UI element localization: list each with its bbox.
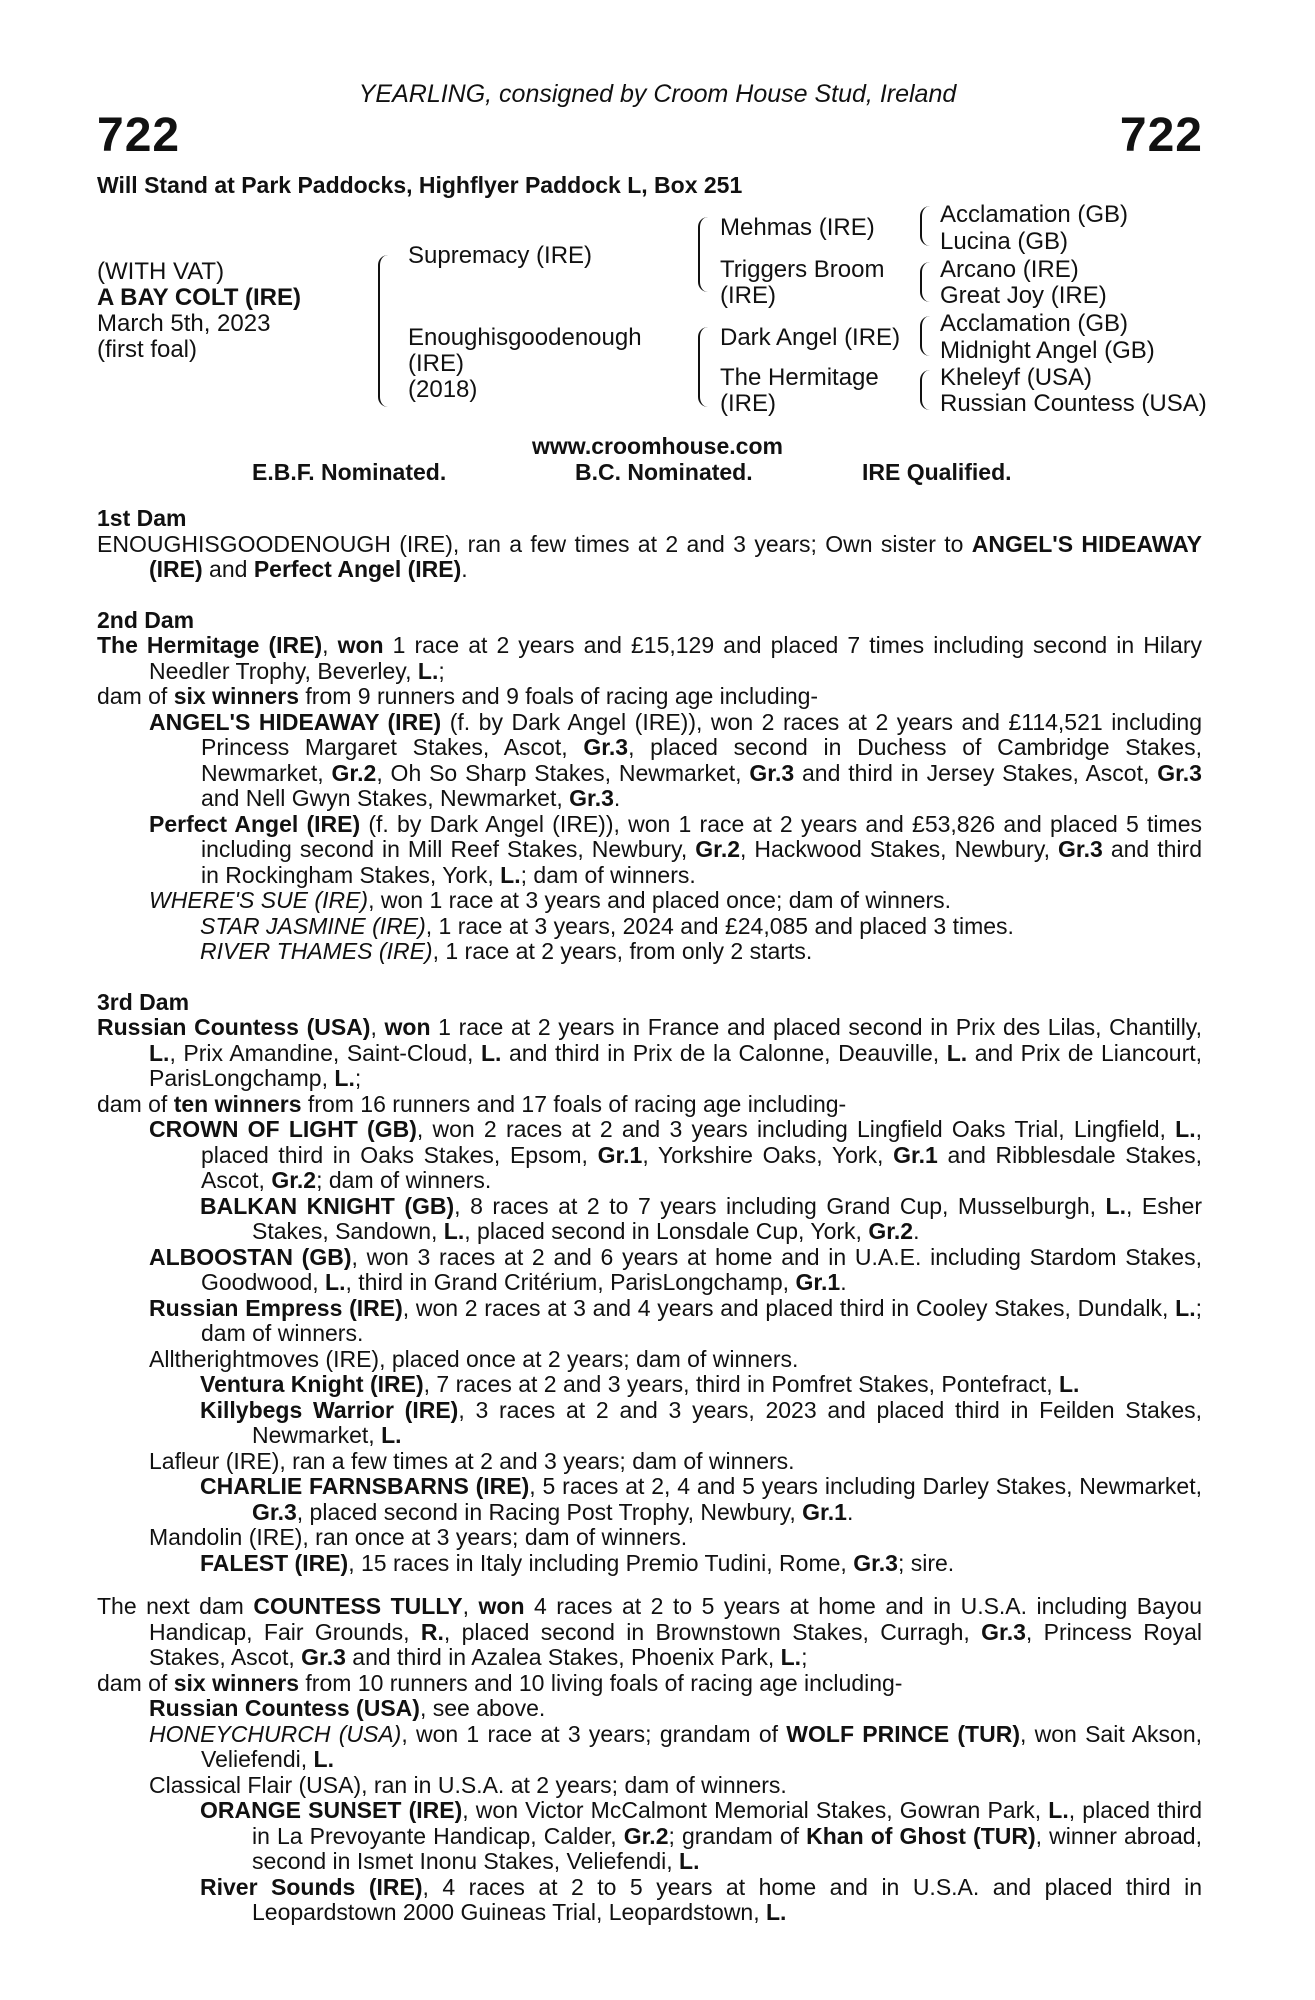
bold-text: Gr.3 <box>853 1549 898 1576</box>
entry-text: . <box>840 1269 847 1295</box>
bold-text: ten winners <box>173 1090 302 1117</box>
bold-text: L. <box>443 1218 465 1244</box>
bold-text: 2nd Dam <box>97 606 195 633</box>
sire-name: Supremacy (IRE) <box>408 242 593 269</box>
bold-text: Gr.1 <box>802 1498 847 1525</box>
pedigree-brace-g2 <box>920 262 930 302</box>
entry-text: (f. by Dark Angel (IRE)), won 2 races at 2 years and £114,521 including Princess Margaret Stakes, Ascot, <box>201 708 1202 760</box>
entry-text: from 10 runners and 10 living foals of racing age including- <box>299 1669 903 1696</box>
catalogue-entry <box>97 1798 1202 1875</box>
entry-text: ; <box>438 657 445 684</box>
bold-text: ORANGE SUNSET (IRE) <box>200 1797 463 1823</box>
section-heading <box>97 990 1202 1016</box>
ebf-nomination: E.B.F. Nominated. <box>252 459 447 485</box>
entry-text: , 15 races in Italy including Premio Tudini, Rome, <box>348 1549 854 1576</box>
bold-text: FALEST (IRE) <box>200 1549 349 1576</box>
bold-text: L. <box>946 1039 968 1066</box>
bold-text: CHARLIE FARNSBARNS (IRE) <box>200 1473 530 1499</box>
catalogue-entry <box>97 1551 1202 1577</box>
bold-text: River Sounds (IRE) <box>200 1873 423 1900</box>
bold-text: The Hermitage (IRE) <box>97 632 323 658</box>
bold-text: Gr.3 <box>252 1498 297 1525</box>
bold-text: L. <box>780 1644 802 1670</box>
ire-qualified: IRE Qualified. <box>862 459 1012 485</box>
italic-text: HONEYCHURCH (USA) <box>149 1720 402 1747</box>
catalogue-entry <box>97 1092 1202 1118</box>
entry-text: , won 3 races at 2 and 6 years at home and in U.A.E. including Stardom Stakes, Goodwood, <box>201 1243 1202 1295</box>
bold-text: Gr.2 <box>271 1167 317 1193</box>
sire-dam-line1: Triggers Broom <box>720 256 885 283</box>
foaling-date: March 5th, 2023 <box>97 310 271 337</box>
catalogue-entry <box>97 1525 1202 1551</box>
entry-text: Classical Flair (USA), ran in U.S.A. at 2 years; dam of winners. <box>149 1771 787 1798</box>
grandsire-3: Acclamation (GB) <box>940 310 1129 337</box>
bold-text: Russian Countess (USA) <box>97 1014 371 1040</box>
catalogue-entry <box>97 812 1202 889</box>
grandsire-4: Kheleyf (USA) <box>940 364 1093 391</box>
pedigree-brace-main <box>378 255 390 407</box>
entry-text: , won 1 race at 3 years; grandam of <box>401 1720 787 1747</box>
entry-text: and Nell Gwyn Stakes, Newmarket, <box>201 785 570 811</box>
entry-text: , 7 races at 2 and 3 years, third in Pomfret Stakes, Pontefract, <box>423 1371 1059 1397</box>
consignment-header: YEARLING, consigned by Croom House Stud, Ireland <box>358 80 957 108</box>
entry-text: , see above. <box>419 1695 546 1721</box>
entry-text: , won 2 races at 2 and 3 years including Lingfield Oaks Trial, Lingfield, <box>416 1116 1176 1142</box>
bold-text: Gr.3 <box>583 734 629 760</box>
bold-text: L. <box>1175 1116 1196 1142</box>
catalogue-entry <box>97 1449 1202 1475</box>
entry-text: , <box>322 632 338 658</box>
entry-text: , won 1 race at 3 years and placed once; dam of winners. <box>368 887 952 913</box>
entry-text: , <box>462 1593 479 1619</box>
catalogue-body <box>97 506 1202 1926</box>
bold-text: L. <box>1175 1294 1196 1321</box>
bold-text: Gr.2 <box>623 1822 669 1849</box>
bold-text: COUNTESS TULLY <box>253 1593 463 1619</box>
bold-text: 1st Dam <box>97 505 187 531</box>
pedigree-brace-g1 <box>920 206 930 246</box>
bold-text: Gr.3 <box>981 1618 1026 1645</box>
dam-sire: Dark Angel (IRE) <box>720 324 901 351</box>
entry-text: and <box>202 556 254 582</box>
bold-text: L. <box>313 1746 334 1772</box>
entry-text: The next dam <box>97 1593 254 1619</box>
bold-text: L. <box>334 1065 355 1091</box>
bold-text: Gr.3 <box>1058 836 1103 862</box>
entry-text: , third in Grand Critérium, ParisLongchamp, <box>345 1269 796 1295</box>
entry-text: , placed second in Brownstown Stakes, Curragh, <box>443 1618 982 1645</box>
catalogue-entry <box>97 939 1202 965</box>
catalogue-entry <box>97 1474 1202 1525</box>
section-heading <box>97 506 1202 532</box>
bold-text: L. <box>1048 1797 1069 1823</box>
entry-text: Alltherightmoves (IRE), placed once at 2 years; dam of winners. <box>149 1345 799 1372</box>
entry-text: , Prix Amandine, Saint-Cloud, <box>169 1039 481 1066</box>
catalogue-entry <box>97 1398 1202 1449</box>
italic-text: STAR JASMINE (IRE) <box>200 912 426 939</box>
catalogue-entry <box>97 914 1202 940</box>
entry-text: , Yorkshire Oaks, York, <box>642 1141 894 1168</box>
catalogue-entry <box>97 710 1202 812</box>
entry-text: . <box>846 1498 854 1525</box>
bold-text: won <box>337 632 384 658</box>
entry-text: Lafleur (IRE), ran a few times at 2 and 3 years; dam of winners. <box>149 1447 795 1474</box>
sire-sire: Mehmas (IRE) <box>720 214 875 241</box>
catalogue-entry <box>97 1773 1202 1799</box>
catalogue-entry <box>97 1875 1202 1926</box>
sire-dam-line2: (IRE) <box>720 282 776 309</box>
catalogue-entry <box>97 1245 1202 1296</box>
catalogue-entry <box>97 1372 1202 1398</box>
entry-text: , won 2 races at 3 and 4 years and placed third in Cooley Stakes, Dundalk, <box>402 1294 1176 1321</box>
bold-text: Gr.3 <box>749 759 795 786</box>
bold-text: Gr.3 <box>1157 759 1202 786</box>
foal-note: (first foal) <box>97 336 198 363</box>
entry-text: Mandolin (IRE), ran once at 3 years; dam of winners. <box>149 1524 688 1550</box>
bold-text: Perfect Angel (IRE) <box>253 556 462 582</box>
entry-text: , 3 races at 2 and 3 years, 2023 and placed third in Feilden Stakes, Newmarket, <box>252 1396 1202 1448</box>
bold-text: Gr.2 <box>695 836 741 862</box>
bold-text: L. <box>1059 1371 1080 1397</box>
catalogue-entry <box>97 633 1202 684</box>
bold-text: L. <box>417 657 439 684</box>
stand-location: Will Stand at Park Paddocks, Highflyer Paddock L, Box 251 <box>97 172 743 198</box>
entry-text: , won Victor McCalmont Memorial Stakes, Gowran Park, <box>462 1797 1049 1823</box>
entry-text: and third in Rockingham Stakes, York, <box>201 836 1202 888</box>
catalogue-entry <box>97 532 1202 583</box>
dam-name-line3: (2018) <box>408 376 478 403</box>
bold-text: Gr.1 <box>795 1269 841 1295</box>
bold-text: Russian Countess (USA) <box>149 1695 420 1721</box>
entry-text: , 5 races at 2, 4 and 5 years including Darley Stakes, Newmarket, <box>529 1473 1202 1499</box>
bold-text: won <box>478 1593 525 1619</box>
entry-text: . <box>913 1218 920 1244</box>
entry-text: , placed second in Lonsdale Cup, York, <box>464 1218 869 1244</box>
grandsire-1: Acclamation (GB) <box>940 201 1129 228</box>
grandsire-2: Arcano (IRE) <box>940 256 1079 283</box>
entry-text: , <box>370 1014 385 1040</box>
entry-text: ; grandam of <box>668 1822 807 1849</box>
entry-text: , placed third in La Prevoyante Handicap, Calder, <box>252 1797 1202 1849</box>
entry-text: ; dam of winners. <box>201 1294 1202 1346</box>
bold-text: ANGEL'S HIDEAWAY (IRE) <box>149 708 442 735</box>
granddam-1: Lucina (GB) <box>940 228 1069 255</box>
pedigree-brace-g4 <box>920 370 930 410</box>
entry-text: and third in Prix de la Calonne, Deauville, <box>501 1039 947 1066</box>
bold-text: Russian Empress (IRE) <box>149 1294 403 1321</box>
bold-text: L. <box>149 1039 170 1066</box>
entry-text: (f. by Dark Angel (IRE)), won 1 race at 2 years and £53,826 and placed 5 times including second in Mill Reef Stakes, Newbury, <box>201 810 1202 862</box>
entry-text: dam of <box>97 683 174 709</box>
catalogue-entry <box>97 684 1202 710</box>
entry-text: , placed second in Duchess of Cambridge Stakes, Newmarket, <box>201 734 1202 786</box>
bold-text: six winners <box>173 683 299 709</box>
entry-text: dam of <box>97 1669 174 1696</box>
bold-text: L. <box>325 1269 346 1295</box>
bold-text: ALBOOSTAN (GB) <box>149 1243 352 1270</box>
entry-text: ; sire. <box>897 1549 955 1576</box>
bold-text: Gr.2 <box>868 1218 914 1244</box>
with-vat-label: (WITH VAT) <box>97 258 225 285</box>
bold-text: Gr.2 <box>331 759 377 786</box>
catalogue-entry <box>97 1594 1202 1671</box>
bold-text: won <box>384 1014 431 1040</box>
entry-text: , winner abroad, second in Ismet Inonu Stakes, Veliefendi, <box>252 1822 1202 1874</box>
entry-text: 1 race at 2 years in France and placed second in Prix des Lilas, Chantilly, <box>430 1014 1202 1040</box>
bold-text: six winners <box>173 1669 299 1696</box>
dam-name-line2: (IRE) <box>408 350 464 377</box>
catalogue-entry <box>97 1347 1202 1373</box>
section-heading <box>97 608 1202 634</box>
entry-text: ; <box>801 1644 808 1670</box>
bold-text: L. <box>480 1039 502 1066</box>
website-link[interactable]: www.croomhouse.com <box>532 433 783 459</box>
pedigree-brace-dam <box>698 327 709 407</box>
entry-text: , 1 race at 3 years, 2024 and £24,085 and placed 3 times. <box>425 912 1014 939</box>
catalogue-entry <box>97 1296 1202 1347</box>
lot-number-left: 722 <box>97 109 181 162</box>
entry-text: and Ribblesdale Stakes, Ascot, <box>201 1141 1203 1193</box>
bold-text: Ventura Knight (IRE) <box>200 1371 424 1397</box>
entry-text: , Hackwood Stakes, Newbury, <box>740 836 1059 862</box>
entry-text: dam of <box>97 1090 174 1117</box>
entry-text: and third in Jersey Stakes, Ascot, <box>794 759 1158 786</box>
bold-text: L. <box>1105 1192 1126 1219</box>
italic-text: WHERE'S SUE (IRE) <box>149 887 369 913</box>
pedigree-brace-g3 <box>920 316 930 356</box>
entry-text: and third in Azalea Stakes, Phoenix Park, <box>345 1644 781 1670</box>
granddam-2: Great Joy (IRE) <box>940 282 1107 309</box>
entry-text: , Princess Royal Stakes, Ascot, <box>149 1618 1203 1670</box>
entry-text: , 8 races at 2 to 7 years including Grand Cup, Musselburgh, <box>454 1192 1106 1219</box>
entry-text: ; dam of winners. <box>520 861 696 888</box>
entry-text: from 9 runners and 9 foals of racing age including- <box>299 683 819 709</box>
entry-text: ; dam of winners. <box>316 1167 492 1193</box>
bold-text: 3rd Dam <box>97 988 190 1015</box>
entry-text: from 16 runners and 17 foals of racing age including- <box>301 1090 847 1117</box>
entry-text: 4 races at 2 to 5 years at home and in U.S.A. including Bayou Handicap, Fair Grounds, <box>149 1593 1203 1645</box>
entry-text: , placed third in Oaks Stakes, Epsom, <box>201 1116 1202 1168</box>
entry-text: , Esher Stakes, Sandown, <box>252 1192 1203 1244</box>
bold-text: Perfect Angel (IRE) <box>149 810 361 837</box>
entry-text: , 1 race at 2 years, from only 2 starts. <box>432 938 813 964</box>
bold-text: Gr.3 <box>569 785 614 811</box>
granddam-4: Russian Countess (USA) <box>940 390 1207 417</box>
bold-text: Khan of Ghost (TUR) <box>806 1822 1036 1849</box>
catalogue-entry <box>97 888 1202 914</box>
pedigree-brace-sire <box>698 217 709 292</box>
lot-number-right: 722 <box>1119 109 1203 162</box>
bold-text: Gr.3 <box>301 1644 346 1670</box>
entry-text: , Oh So Sharp Stakes, Newmarket, <box>376 759 750 786</box>
dam-dam-line2: (IRE) <box>720 390 776 417</box>
bold-text: L. <box>679 1848 700 1874</box>
bold-text: WOLF PRINCE (TUR) <box>786 1720 1020 1747</box>
horse-name: A BAY COLT (IRE) <box>97 284 302 311</box>
bold-text: L. <box>500 861 521 888</box>
bold-text: Killybegs Warrior (IRE) <box>200 1396 459 1423</box>
bold-text: ANGEL'S HIDEAWAY (IRE) <box>149 530 1202 582</box>
catalogue-entry <box>97 1194 1202 1245</box>
dam-name-line1: Enoughisgoodenough <box>408 324 642 351</box>
dam-dam-line1: The Hermitage <box>720 364 879 391</box>
entry-text: . <box>461 556 468 582</box>
entry-text: 1 race at 2 years and £15,129 and placed 7 times including second in Hilary Needler Trophy, Beverley, <box>149 632 1202 684</box>
bold-text: Gr.1 <box>597 1141 643 1168</box>
bold-text: L. <box>381 1422 402 1448</box>
bold-text: CROWN OF LIGHT (GB) <box>149 1116 417 1142</box>
entry-text: and Prix de Liancourt, ParisLongchamp, <box>149 1039 1203 1091</box>
entry-text: ; <box>354 1065 362 1091</box>
catalogue-entry <box>97 1117 1202 1194</box>
entry-text: . <box>613 785 621 811</box>
bc-nomination: B.C. Nominated. <box>575 459 753 485</box>
granddam-3: Midnight Angel (GB) <box>940 337 1155 364</box>
bold-text: R. <box>420 1618 444 1645</box>
italic-text: RIVER THAMES (IRE) <box>200 938 433 964</box>
catalogue-entry <box>97 1671 1202 1697</box>
entry-text: , won Sait Akson, Veliefendi, <box>201 1720 1203 1772</box>
entry-text: ENOUGHISGOODENOUGH (IRE), ran a few times at 2 and 3 years; Own sister to <box>97 530 972 557</box>
entry-text: , 4 races at 2 to 5 years at home and in U.S.A. and placed third in Leopardstown 2000 Guineas Trial, Leopardstown, <box>252 1873 1202 1925</box>
entry-text: , placed second in Racing Post Trophy, Newbury, <box>296 1498 803 1525</box>
bold-text: L. <box>766 1899 787 1925</box>
bold-text: Gr.1 <box>893 1141 938 1168</box>
catalogue-entry <box>97 1015 1202 1092</box>
catalogue-entry <box>97 1696 1202 1722</box>
bold-text: BALKAN KNIGHT (GB) <box>200 1192 455 1219</box>
catalogue-entry <box>97 1722 1202 1773</box>
